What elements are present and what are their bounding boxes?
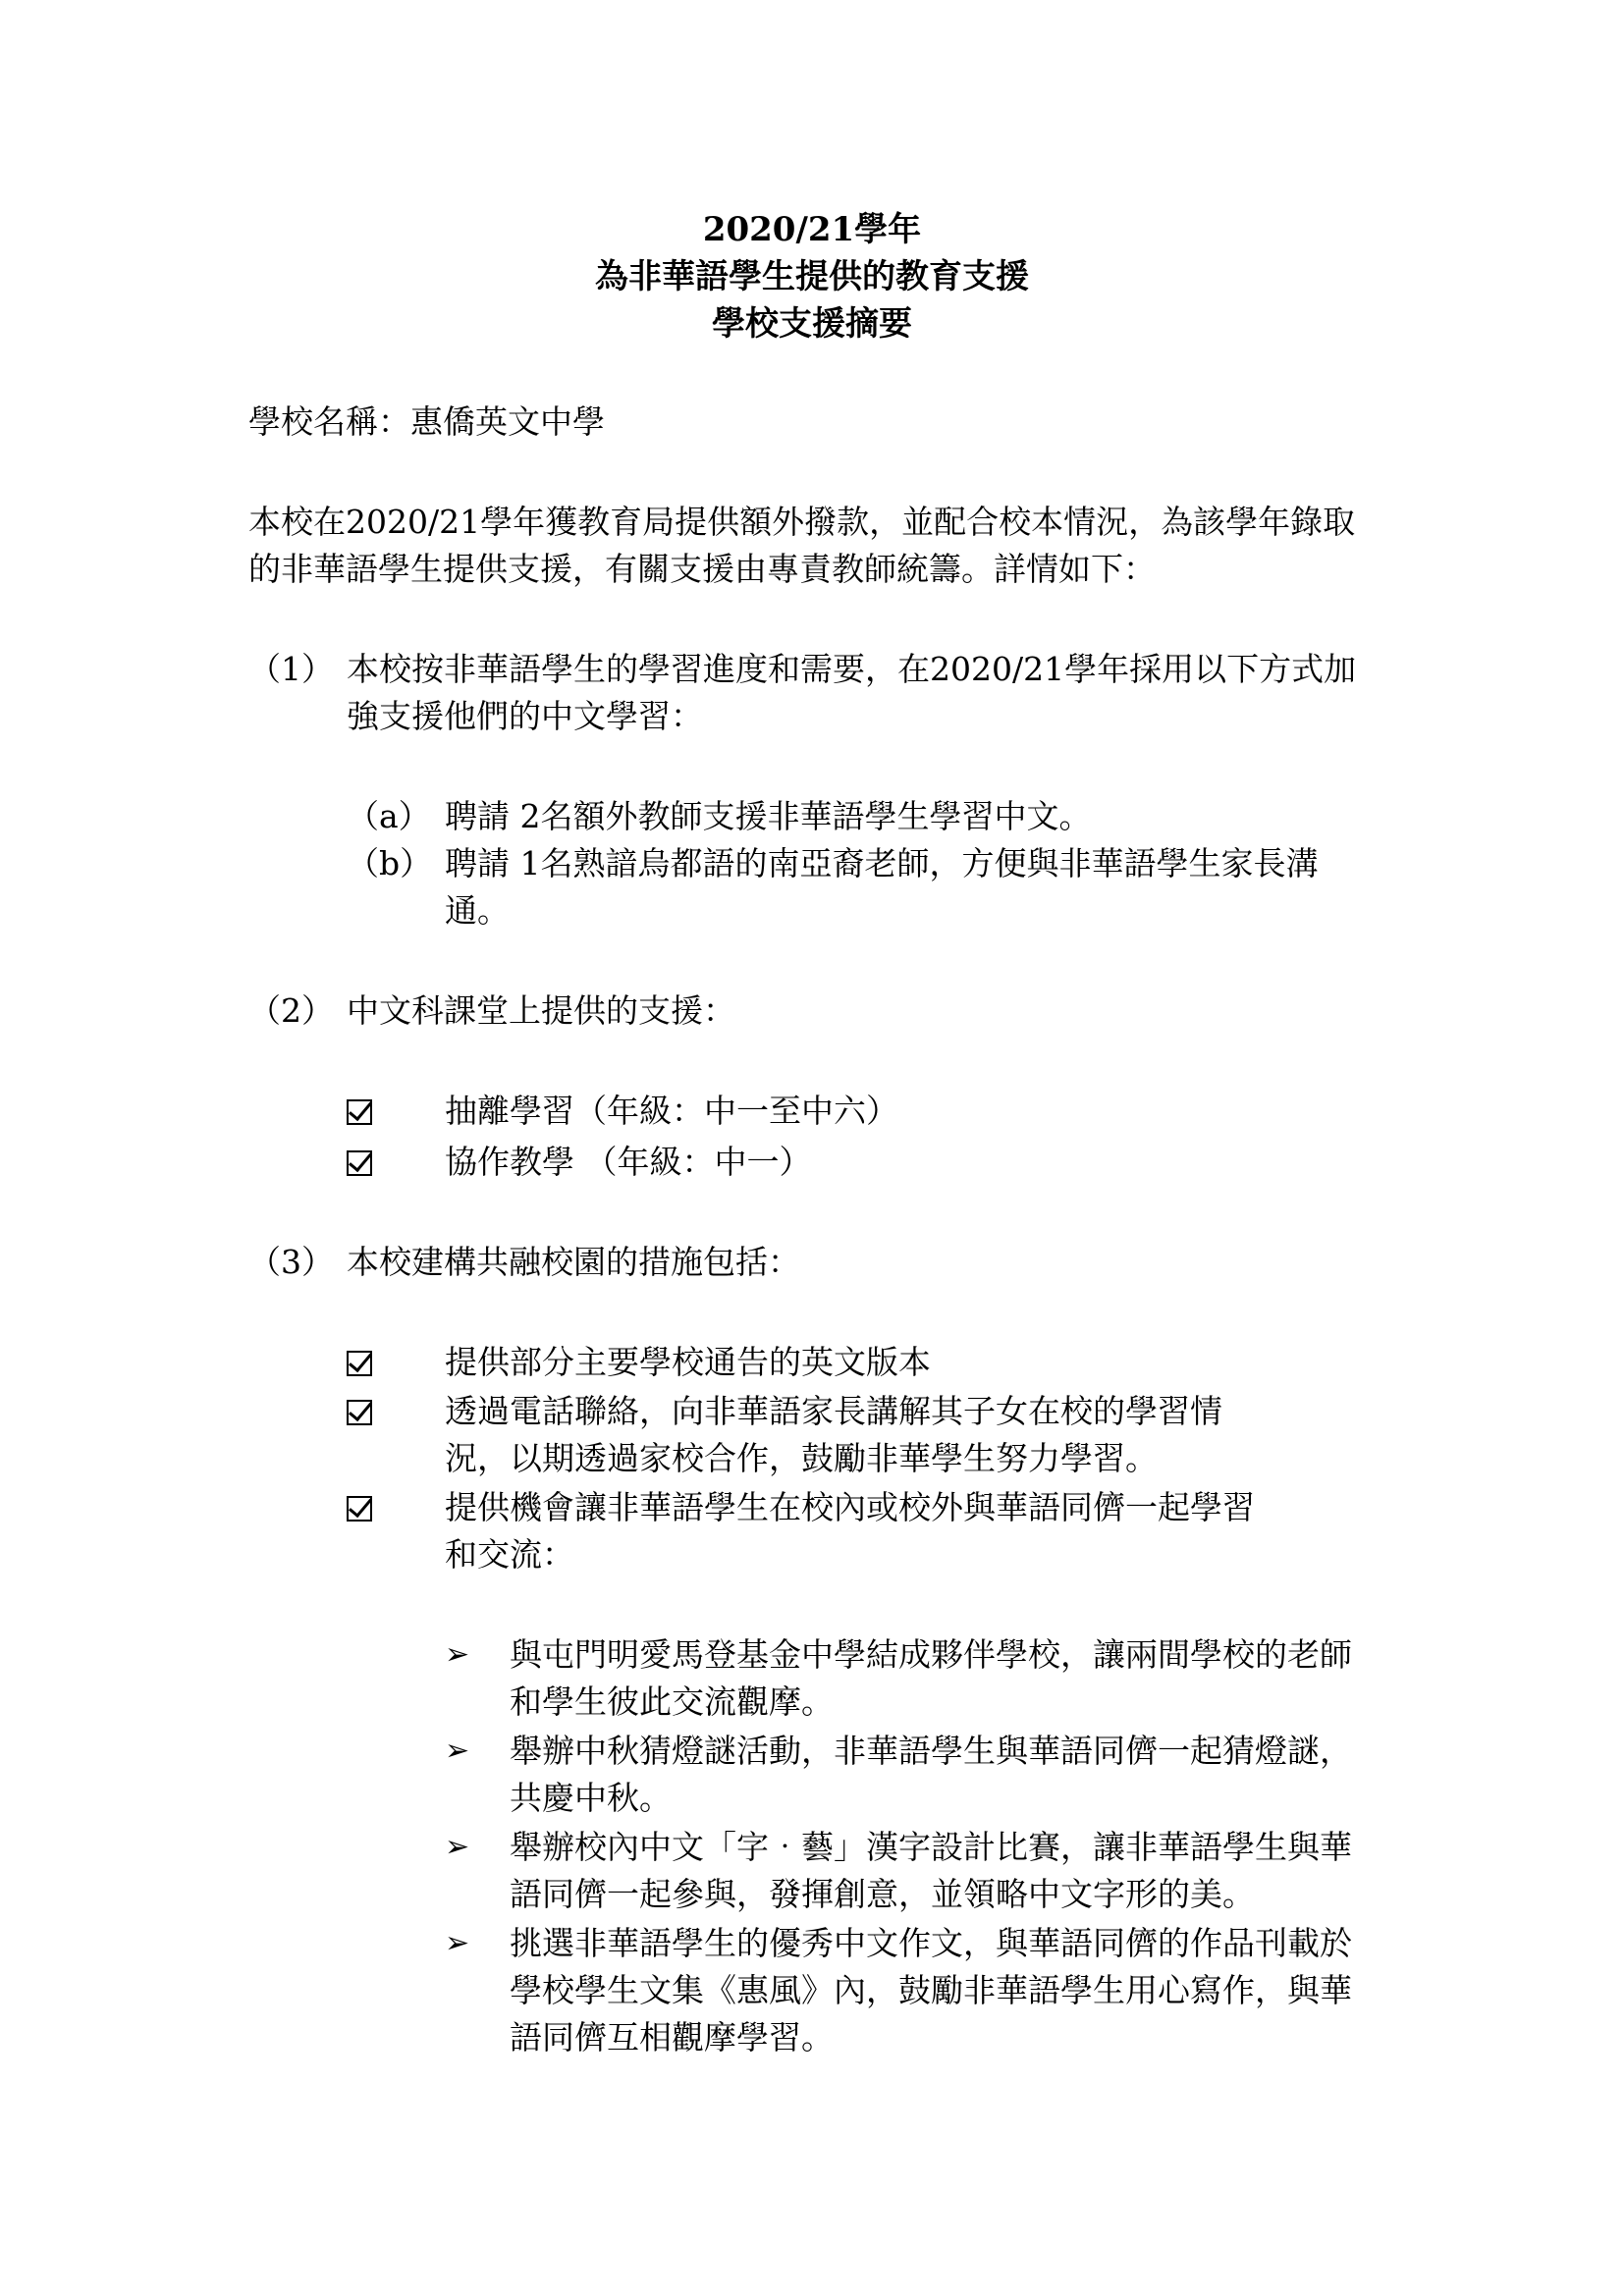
sub-item-2-line-2: 共慶中秋。 (510, 1779, 672, 1817)
sub-item-3-line-1: 舉辦校內中文「字‧藝」漢字設計比賽，讓非華語學生與華 (510, 1828, 1352, 1866)
section-3-item-2-line-2: 況，以期透過家校合作，鼓勵非華學生努力學習。 (445, 1439, 1158, 1477)
section-3-item-3-line-1: 提供機會讓非華語學生在校內或校外與華語同儕一起學習 (445, 1488, 1255, 1526)
sub-item-4-line-3: 語同儕互相觀摩學習。 (510, 2018, 834, 2056)
document-subtitle: 學校支援摘要 (712, 304, 912, 344)
sub-item-4-line-1: 挑選非華語學生的優秀中文作文，與華語同儕的作品刊載於 (510, 1924, 1352, 1962)
section-2-item-2: 協作教學 （年級：中一） (445, 1143, 812, 1181)
section-3-number: （3） (248, 1243, 334, 1281)
sub-item-2-line-1: 舉辦中秋猜燈謎活動，非華語學生與華語同儕一起猜燈謎， (510, 1732, 1352, 1770)
sub-item-3-line-2: 語同儕一起參與，發揮創意，並領略中文字形的美。 (510, 1875, 1255, 1913)
intro-line-2: 的非華語學生提供支援，有關支援由專責教師統籌。詳情如下： (248, 550, 1156, 588)
section-2-number: （2） (248, 991, 334, 1030)
arrow-bullet-icon: ➢ (445, 1830, 470, 1864)
document-main-title: 為非華語學生提供的教育支援 (595, 257, 1029, 296)
section-3-heading: 本校建構共融校園的措施包括： (347, 1243, 800, 1281)
checkbox-checked-icon (347, 1351, 372, 1376)
section-2-heading: 中文科課堂上提供的支援： (347, 991, 735, 1030)
checkbox-checked-icon (347, 1496, 372, 1522)
section-3-item-1: 提供部分主要學校通告的英文版本 (445, 1343, 931, 1381)
checkbox-checked-icon (347, 1150, 372, 1176)
section-3-item-2-line-1: 透過電話聯絡，向非華語家長講解其子女在校的學習情 (445, 1392, 1222, 1430)
section-1-line-2: 強支援他們的中文學習： (347, 697, 703, 735)
checkbox-checked-icon (347, 1400, 372, 1425)
section-1-item-a-label: （a） (347, 797, 431, 835)
sub-item-1-line-2: 和學生彼此交流觀摩。 (510, 1682, 834, 1721)
arrow-bullet-icon: ➢ (445, 1734, 470, 1768)
section-3-item-3-line-2: 和交流： (445, 1535, 574, 1574)
section-1-item-a-text: 聘請 2名額外教師支援非華語學生學習中文。 (445, 797, 1092, 835)
school-name-line: 學校名稱：惠僑英文中學 (248, 402, 605, 441)
section-1-line-1: 本校按非華語學生的學習進度和需要，在2020/21學年採用以下方式加 (347, 650, 1357, 688)
section-1-item-b-label: （b） (347, 844, 433, 882)
arrow-bullet-icon: ➢ (445, 1926, 470, 1960)
intro-line-1: 本校在2020/21學年獲教育局提供額外撥款，並配合校本情況，為該學年錄取 (248, 503, 1356, 541)
arrow-bullet-icon: ➢ (445, 1637, 470, 1672)
section-1-number: （1） (248, 650, 334, 688)
document-year-title: 2020/21學年 (702, 210, 922, 249)
section-2-item-1: 抽離學習（年級：中一至中六） (445, 1092, 898, 1130)
sub-item-4-line-2: 學校學生文集《惠風》內，鼓勵非華語學生用心寫作，與華 (510, 1971, 1352, 2009)
sub-item-1-line-1: 與屯門明愛馬登基金中學結成夥伴學校，讓兩間學校的老師 (510, 1635, 1352, 1674)
checkbox-checked-icon (347, 1099, 372, 1125)
section-1-item-b-text-1: 聘請 1名熟諳烏都語的南亞裔老師，方便與非華語學生家長溝 (445, 844, 1319, 882)
section-1-item-b-text-2: 通。 (445, 891, 510, 930)
